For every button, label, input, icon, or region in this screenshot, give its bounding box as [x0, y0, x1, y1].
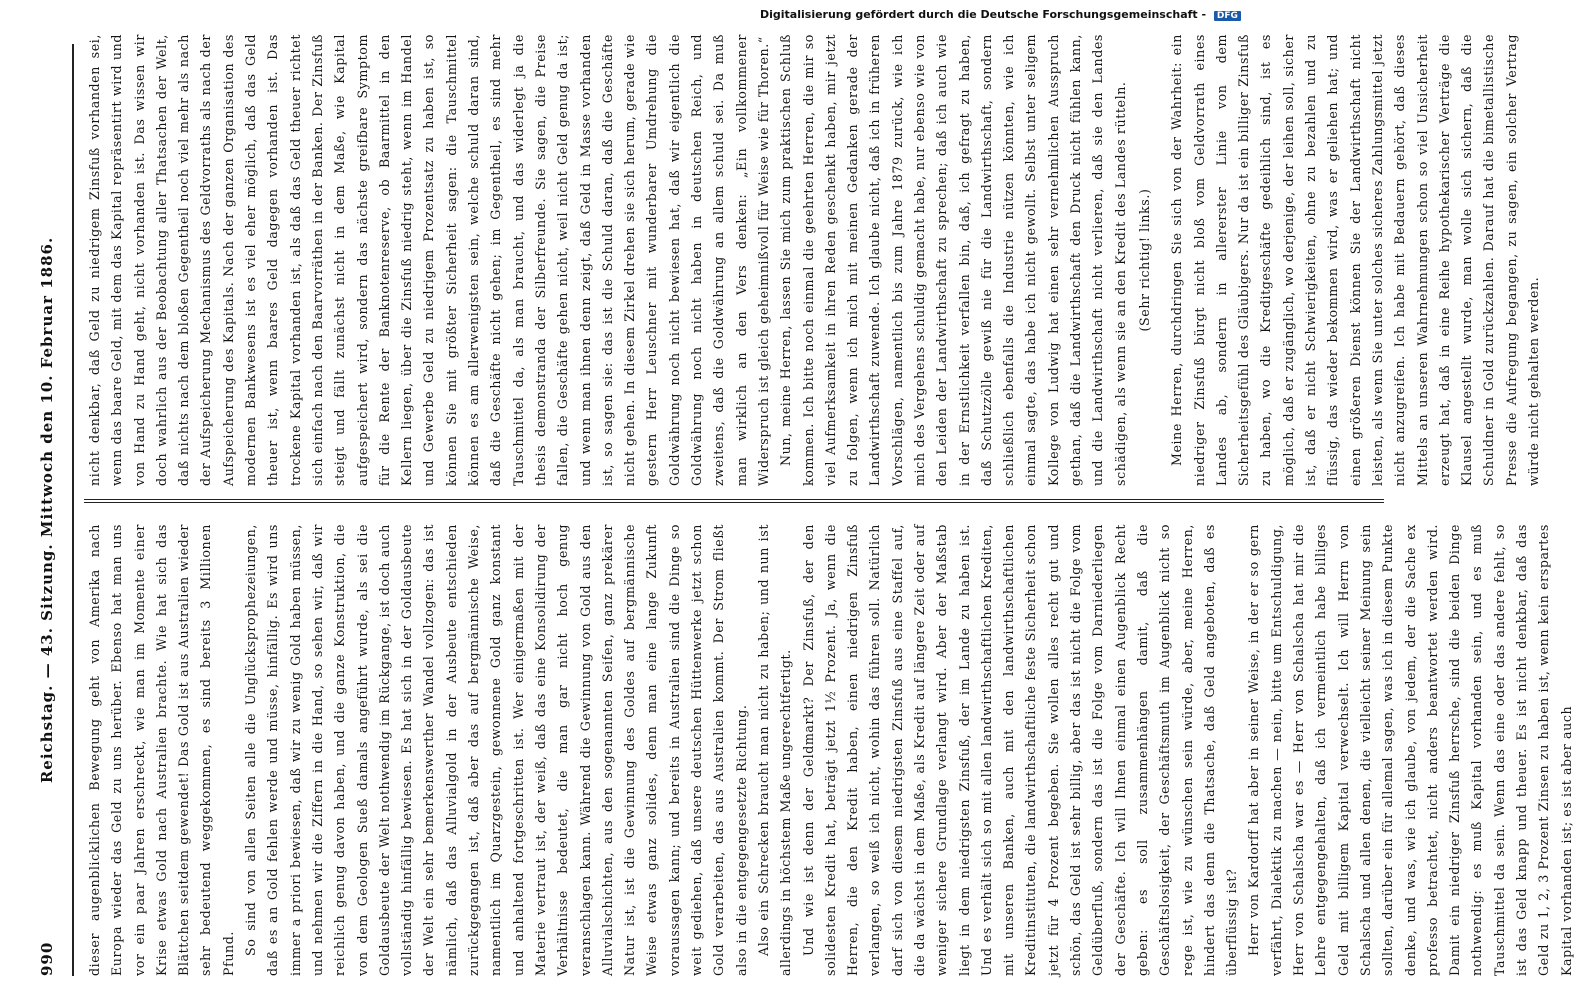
- header-rule: [72, 44, 74, 976]
- left-column: [84, 524, 1574, 976]
- interjection: (Sehr richtig! links.): [1136, 188, 1152, 332]
- paragraph: Und wie ist denn der Geldmarkt? Der Zinsfuß, der den solidesten Kredit hat, beträgt jetzt 1½ Prozent. Ja, wenn die Herren, die den Kredit haben, einen niedrigen Zinsfuß verlangen, so weiß ich nicht, wohin das führen soll. Natürlich darf sich von diesem niedrigsten Zinsfuß aus eine Staffel auf, die da wächst in dem Maße, als Kredit auf längere Zeit oder auf weniger sichere Grundlage verlangt wird. Aber der Maßstab liegt in dem niedrigsten Zinsfuß, der im Lande zu haben ist. Und es verhält sich so mit allen landwirthschaftlichen Krediten, mit unseren Banken, auch mit den landwirthschaftlichen Kreditinstituten, die landwirthschaftliche feste Sicherheit schon jetzt für 4 Prozent begeben. Sie wollen alles recht gut und schön, das Geld ist sehr billig, aber das ist nicht die Folge vom Geldüberfluß, sondern das ist die Folge vom Darniederliegen der Geschäfte. Ich will Ihnen einmal einen Augenblick Recht geben: es soll zusammenhängen damit, daß die Geschäftslosigkeit, der Geschäftsmuth im Augenblick nicht so rege ist, wie zu wünschen sein würde, aber, meine Herren, hindert das denn die Thatsache, daß Geld angeboten, daß es überflüssig ist?: [800, 524, 1240, 976]
- paragraph: dieser augenblicklichen Bewegung geht von Amerika nach Europa wieder das Geld zu uns herüber. Ebenso hat man uns vor ein paar Jahren erschreckt, wie man im Momente einer Krise etwas Gold nach Australien brachte. Wie hat sich das Blättchen seitdem gewendet! Das Gold ist aus Australien wieder sehr bedeutend weggekommen, es sind bereits 3 Millionen Pfund.: [87, 524, 236, 976]
- dfg-logo: DFG: [1214, 11, 1241, 21]
- paragraph: Also ein Schrecken braucht man nicht zu haben; und nun ist allerdings in höchstem Maße ungerechtfertigt.: [755, 524, 794, 976]
- page-number: 990: [38, 941, 56, 976]
- column-divider: [84, 502, 1384, 503]
- paragraph: nicht denkbar, daß Geld zu niedrigem Zinsfuß vorhanden sei, wenn das baare Geld, mit dem das Kapital repräsentirt wird und von Hand zu Hand geht, nicht vorhanden ist. Das wissen wir doch wahrlich aus der Beobachtung aller Thatsachen der Welt, daß nichts nach dem bloßen Gegentheil noch viel mehr als nach der Aufspeicherung Mechanismus des Geldvorraths als nach der Aufspeicherung des Kapitals. Nach der ganzen Organisation des modernen Bankwesens ist es viel eher möglich, daß das Geld theuer ist, wenn baares Geld dagegen vorhanden ist. Das trockene Kapital vorhanden ist, als daß das Geld theuer richtet sich einfach nach den Baarvorräthen in der Banken. Der Zinsfuß steigt und fällt zunächst nicht in dem Maße, wie Kapital aufgespeichert wird, sondern das nächste greifbare Symptom für die Rente der Banknotenreserve, ob Baarmittel in den Kellern liegen, über die Zinsfuß niedrig steht, wenn im Handel und Gewerbe Geld zu niedrigem Prozentsatz zu haben ist, so können Sie mit größter Sicherheit sagen: die Tauschmittel können es am allerwenigsten sein, welche schuld daran sind, daß die Geschäfte nicht gehen; im Gegentheil, es sind mehr Tauschmittel da, als man braucht, und das widerlegt ja die thesis demonstranda der Silberfreunde. Sie sagen, die Preise fallen, die Geschäfte gehen nicht, weil nicht Geld genug da ist; und wenn man ihnen denn zeigt, daß Geld in Masse vorhanden ist, so sagen sie: das ist die Schuld daran, daß die Geschäfte nicht gehen. In diesem Zirkel drehen sie sich herum, gerade wie gestern Herr Leuschner mit wunderbarer Umdrehung die Goldwährung noch nicht bewiesen hat, daß wir eigentlich die Goldwährung noch nicht haben in deutschen Reich, und zweitens, daß die Goldwährung an allem schuld sei. Da muß man wirklich an den Vers denken: „Ein vollkommener Widerspruch ist gleich geheimnißvoll für Weise wie für Thoren.“: [87, 34, 771, 486]
- paragraph: So sind von allen Seiten alle die Unglücksprophezeiungen, daß es an Gold fehlen werde und müsse, hinfällig. Es wird uns immer a priori bewiesen, daß wir zu wenig Gold haben müssen, und nehmen wir die Ziffern in die Hand, so sehen wir, daß wir reichlich genug davon haben, und die ganze Konstruktion, die von dem Geologen Sueß damals angeführt wurde, als sei die Goldausbeute der Welt nothwendig im Rückgange, ist doch auch vollständig hinfällig bewiesen. Es hat sich in der Goldausbeute der Welt ein sehr bemerkenswerther Wandel vollzogen: das ist nämlich, daß das Alluvialgold in der Ausbeute entschieden zurückgegangen ist, daß aber das auf bergmännische Weise, namentlich im Quarzgestein, gewonnene Gold ganz konstant und anhaltend fortgeschritten ist. Wer einigermaßen mit der Materie vertraut ist, der weiß, daß das eine Konsolidirung der Verhältnisse bedeutet, die man gar nicht hoch genug veranschlagen kann. Während die Gewinnung von Gold aus den Alluvialschichten, aus den sogenannten Seifen, ganz prekärer Natur ist, ist die Gewinnung des Goldes auf bergmännische Weise etwas ganz solides, denn man eine lange Zukunft voraussagen kann; und bereits in Australien sind die Dinge so weit gediehen, daß unsere deutschen Hüttenwerke jetzt schon Gold verarbeiten, das aus Australien kommt. Der Strom fließt also in die entgegengesetzte Richtung.: [243, 524, 749, 976]
- paragraph: Nun, meine Herren, lassen Sie mich zum praktischen Schluß kommen. Ich bitte noch einmal die geehrten Herren, die mir so viel Aufmerksamkeit in ihren Reden geschenkt haben, mir jetzt zu folgen, wenn ich mich mit meinen Gedanken gerade der Landwirthschaft zuwende. Ich glaube nicht, daß ich in früheren Vorschlägen, namentlich bis zum Jahre 1879 zurück, wie ich mich des Vergehens schuldig gemacht habe, nur ebenso wie von den Leiden der Landwirthschaft zu sprechen; daß ich auch wie in der Ernstlichkeit verfallen bin, daß, ich gefragt zu haben, daß Schutzzölle gewiß nie für die Landwirthschaft, sondern schließlich ebenfalls die Industrie nützen könnten, wie ich einmal sagte, das habe ich nicht gewollt. Selbst unter seligem Kollege von Ludwig hat einen sehr vernehmlichen Ausspruch gethan, daß die Landwirthschaft den Druck nicht fühlen kann, und die Landwirthschaft nicht verlieren, daß sie den Landes schädigen, als wenn sie an den Kredit des Landes rütteln.: [778, 34, 1128, 486]
- credit-text: Digitalisierung gefördert durch die Deutsche Forschungsgemeinschaft -: [760, 8, 1207, 21]
- paragraph: Herr von Kardorff hat aber in seiner Weise, in der er so gern verfährt, Dialektik zu machen — nein, bitte um Entschuldigung, Herr von Schalscha war es — Herr von Schalscha hat mir die Lehre entgegengehalten, daß ich vermeintlich habe billiges Geld mit billigem Kapital verwechselt. Ich will Herrn von Schalscha und allen denen, die vielleicht seiner Meinung sein sollten, darüber ein für allemal sagen, was ich in diesem Punkte denke, und was, wie ich glaube, von jedem, der die Sache ex professo betrachtet, nicht anders beantwortet werden wird. Damit ein niedriger Zinsfuß herrsche, sind die beiden Dinge nothwendig: es muß Kapital vorhanden sein, und es muß Tauschmittel da sein. Wenn das eine oder das andere fehlt, so ist das Geld knapp und theuer. Es ist nicht denkbar, daß das Geld zu 1, 2, 3 Prozent Zinsen zu haben ist, wenn kein erspartes Kapital vorhanden ist; es ist aber auch: [1246, 524, 1574, 976]
- paragraph: Meine Herren, durchdringen Sie sich von der Wahrheit: ein niedriger Zinsfuß bürgt nicht bloß vom Geldvorrath eines Landes ab, sondern in allererster Linie von dem Sicherheitsgefühl des Gläubigers. Nur da ist ein billiger Zinsfuß zu haben, wo die Kreditgeschäfte gedeihlich sind, ist es möglich, daß er zugänglich, wo derjenige, der leihen soll, sicher ist, daß er nicht Schwierigkeiten, ohne zu bezahlen und zu flüssig, das wieder bekommen wird, was er geliehen hat; und einen größeren Dienst können Sie der Landwirthschaft nicht leisten, als wenn Sie unter solches sicheres Zahlungsmittel jetzt nicht anzugreifen. Ich habe mit Bedauern gehört, daß dieses Mittels an unseren Wahrnehmungen schon so viel Unsicherheit erzeugt hat, daß in eine Reihe hypothekarischer Verträge die Klausel angestellt wurde, man wolle sich sichern, daß die Schuldner in Gold zurückzahlen. Darauf hat die bimetallistische Presse die Aufregung begangen, zu sagen, ein solcher Vertrag würde nicht gehalten werden.: [1169, 34, 1541, 486]
- column-divider: [84, 499, 1384, 500]
- right-column: [84, 34, 1541, 486]
- running-title: Reichstag. — 43. Sitzung. Mittwoch den 10. Februar 1886.: [38, 236, 56, 784]
- running-header: [38, 44, 62, 976]
